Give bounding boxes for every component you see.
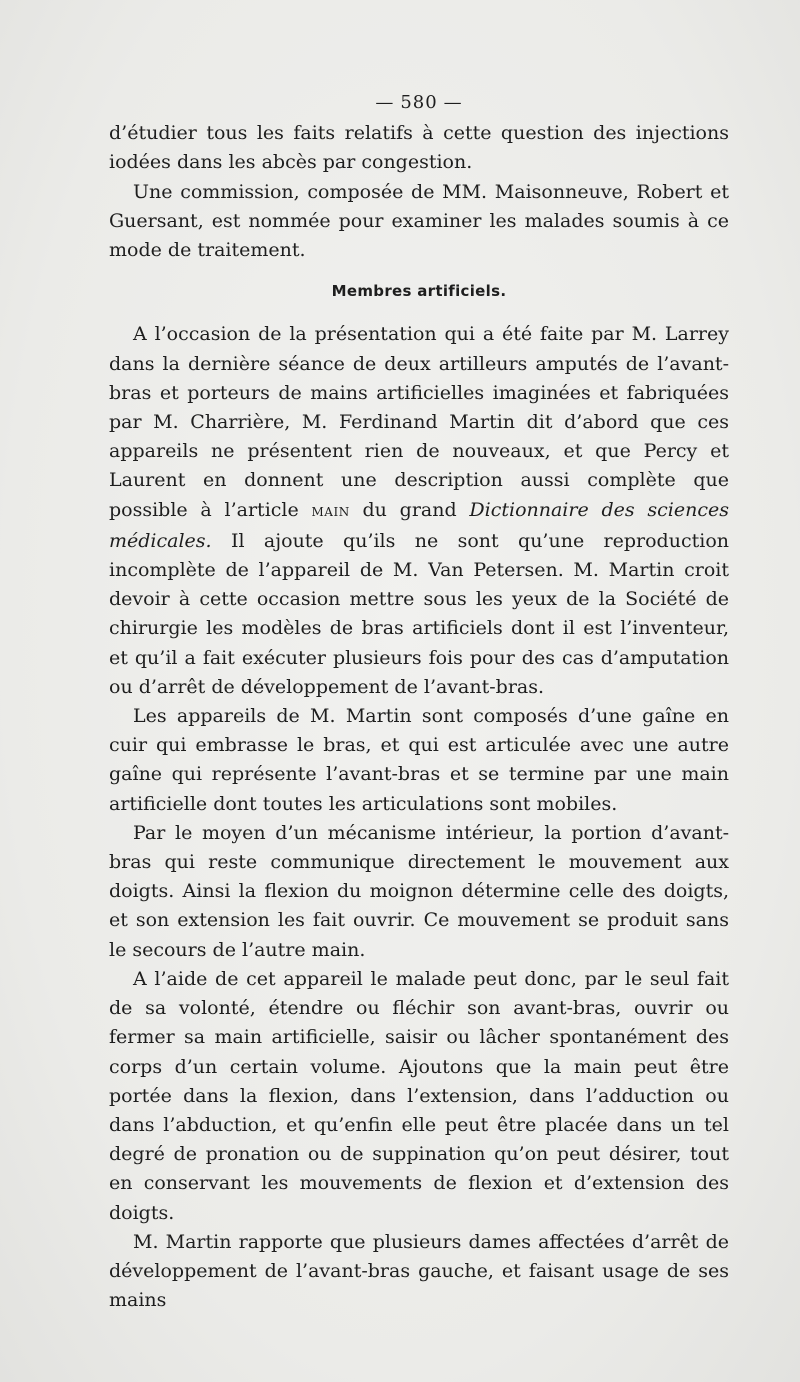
page-number-dash-right: —	[443, 92, 463, 113]
page-text	[109, 88, 729, 1315]
page-number: 580	[400, 92, 438, 113]
occasion-paragraph	[109, 320, 729, 702]
mecanisme-paragraph: Par le moyen d’un mécanisme intérieur, la portion d’avant-bras qui reste communique directement le mouvement aux doigts. Ainsi la flexion du moignon détermine celle des doigts, et son extension les fait ouvrir. Ce mouvement se produit sans le secours de l’autre main.	[109, 821, 729, 961]
article-main-smallcaps: MAIN	[311, 504, 350, 519]
intro-paragraph: d’étudier tous les faits relatifs à cette question des injections iodées dans les abcès par congestion.	[109, 122, 729, 174]
page-number-line	[109, 88, 729, 117]
occasion-text-part2: du grand	[349, 498, 470, 521]
occasion-text-part1: A l’occasion de la présentation qui a été faite par M. Larrey dans la dernière séance de deux artilleurs amputés de l’avant-bras et porteurs de mains artificielles imaginées et fabriquées par M. Charrière, M. Ferdinand Martin dit d’abord que ces appareils ne présentent rien de nouveaux, et que Percy et Laurent en donnent une description aussi complète que possible à l’article	[109, 323, 729, 521]
page-number-dash-left: —	[375, 92, 395, 113]
dames-paragraph: M. Martin rapporte que plusieurs dames affectées d’arrêt de développement de l’avant-bras gauche, et faisant usage de ses mains	[109, 1230, 729, 1312]
appareils-paragraph: Les appareils de M. Martin sont composés d’une gaîne en cuir qui embrasse le bras, et qui est articulée avec une autre gaîne qui représente l’avant-bras et se termine par une main artificielle dont toutes les articulations sont mobiles.	[109, 705, 729, 815]
aide-paragraph: A l’aide de cet appareil le malade peut donc, par le seul fait de sa volonté, étendre ou fléchir son avant-bras, ouvrir ou fermer sa main artificielle, saisir ou lâcher spontanément des corps d’un certain volume. Ajoutons que la main peut être portée dans la flexion, dans l’extension, dans l’adduction ou dans l’abduction, et qu’enfin elle peut être placée dans un tel degré de pronation ou de suppination qu’on peut désirer, tout en conservant les mouvements de flexion et d’extension des doigts.	[109, 967, 729, 1224]
commission-paragraph: Une commission, composée de MM. Maisonneuve, Robert et Guersant, est nommée pour examiner les malades soumis à ce mode de traitement.	[109, 180, 729, 262]
section-heading: Membres artificiels.	[331, 282, 507, 301]
dictionary-title: Dictionnaire des sciences médicales.	[109, 498, 729, 552]
occasion-text-part3: Il ajoute qu’ils ne sont qu’une reproduction incomplète de l’appareil de M. Van Petersen. M. Martin croit devoir à cette occasion mettre sous les yeux de la Société de chirurgie les modèles de bras artificiels dont il est l’inventeur, et qu’il a fait exécuter plusieurs fois pour des cas d’amputation ou d’arrêt de développement de l’avant-bras.	[109, 529, 729, 698]
